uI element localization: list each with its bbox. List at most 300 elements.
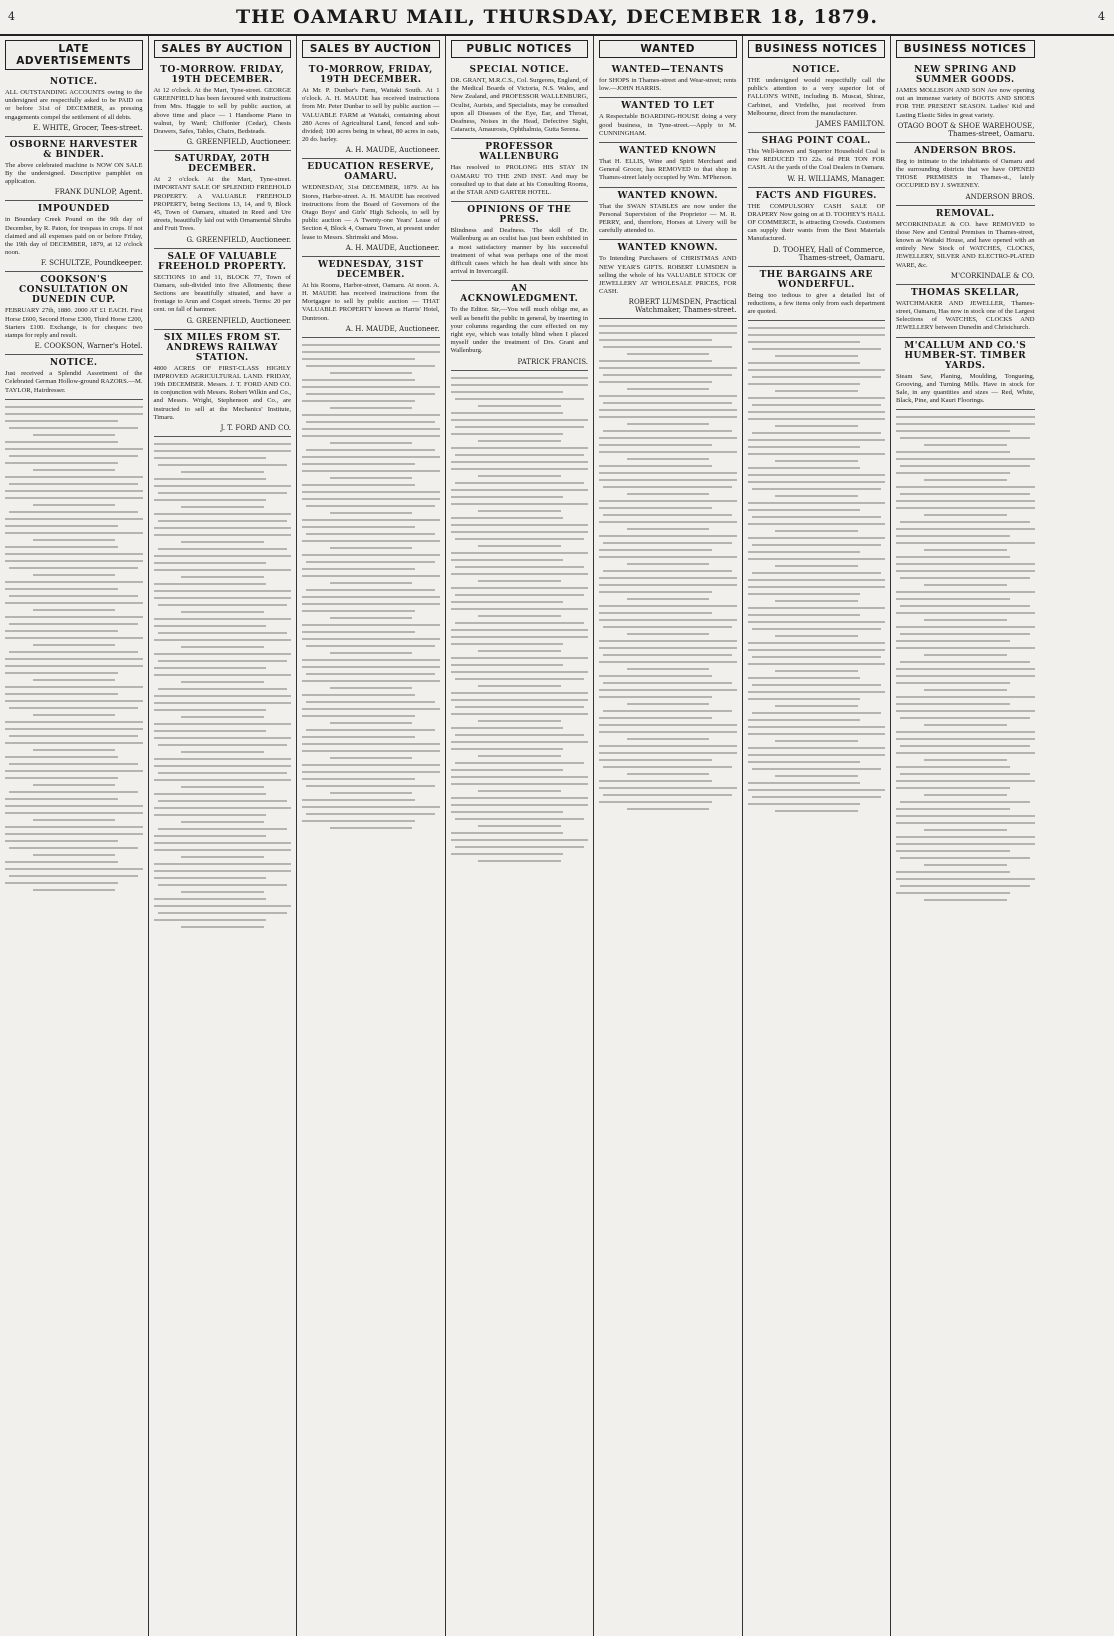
- print-line: [748, 369, 886, 371]
- print-line: [154, 905, 292, 907]
- print-line: [599, 360, 712, 362]
- advertisement: [599, 62, 737, 98]
- ad-heading: OSBORNE HARVESTER & BINDER.: [9, 139, 138, 160]
- print-line: [330, 442, 413, 444]
- print-line: [455, 622, 584, 624]
- print-line: [599, 612, 712, 614]
- print-line: [5, 658, 143, 660]
- print-line: [181, 576, 264, 578]
- print-line: [302, 400, 415, 402]
- print-line: [900, 633, 1030, 635]
- newspaper-masthead: [0, 0, 1114, 36]
- print-line: [748, 558, 886, 560]
- ad-heading: WANTED KNOWN: [619, 146, 717, 157]
- print-line: [5, 420, 118, 422]
- print-line: [33, 679, 116, 681]
- print-line: [748, 341, 861, 343]
- ad-signature: A. H. MAUDE, Auctioneer.: [345, 146, 440, 155]
- print-line: [302, 554, 440, 556]
- print-line: [33, 539, 116, 541]
- print-line: [599, 647, 737, 649]
- print-line: [748, 719, 861, 721]
- print-line: [302, 540, 440, 542]
- print-line: [451, 657, 589, 659]
- print-line: [924, 759, 1007, 761]
- ad-signature: W. H. WILLIAMS, Manager.: [787, 174, 885, 183]
- print-line: [478, 405, 561, 407]
- print-line: [154, 597, 292, 599]
- print-line: [775, 460, 858, 462]
- ad-body: JAMES MOLLISON AND SON Are now opening out an immense variety of BOOTS AND SHOES FOR THE PRESENT SEASON. Ladies' Kid and Lasting Elastic Sides in great variety.: [896, 87, 1035, 119]
- print-line: [154, 485, 292, 487]
- print-line: [181, 611, 264, 613]
- print-line: [451, 377, 589, 379]
- print-line: [181, 471, 264, 473]
- ad-heading: REMOVAL.: [935, 208, 995, 219]
- print-line: [924, 654, 1007, 656]
- print-line: [5, 560, 143, 562]
- print-line: [302, 484, 415, 486]
- print-line: [154, 653, 292, 655]
- print-line: [5, 798, 118, 800]
- print-line: [154, 513, 292, 515]
- print-line: [33, 609, 116, 611]
- print-line: [5, 462, 118, 464]
- print-line: [599, 451, 737, 453]
- print-line: [752, 684, 881, 686]
- print-line: [455, 426, 584, 428]
- print-line: [306, 729, 435, 731]
- print-line: [154, 793, 267, 795]
- print-line: [775, 705, 858, 707]
- print-line: [627, 423, 710, 425]
- print-line: [302, 379, 415, 381]
- print-line: [302, 694, 415, 696]
- print-line: [302, 806, 440, 808]
- print-line: [451, 643, 564, 645]
- print-line: [154, 625, 267, 627]
- page-number-right: 4: [1098, 10, 1106, 23]
- print-line: [451, 419, 589, 421]
- print-line: [33, 749, 116, 751]
- print-line: [306, 701, 435, 703]
- ad-signature: M'CORKINDALE & CO.: [950, 271, 1035, 280]
- print-line: [896, 486, 1035, 488]
- small-print-texture: [302, 344, 440, 829]
- print-line: [599, 472, 737, 474]
- print-line: [451, 727, 564, 729]
- print-line: [158, 548, 287, 550]
- ad-body: Blindness and Deafness. The skill of Dr. Wallenburg as an oculist has just been exhibited in a most satisfactory manner by his successful treatment of what was perhaps one of the most difficult cases which he has dealt with since his arrival in Invercargill.: [450, 227, 588, 276]
- print-line: [154, 807, 292, 809]
- print-line: [752, 376, 881, 378]
- advertisement: [154, 151, 292, 248]
- print-line: [603, 430, 732, 432]
- print-line: [748, 607, 886, 609]
- print-line: [5, 637, 143, 639]
- print-line: [896, 738, 1035, 740]
- print-line: [5, 861, 118, 863]
- print-line: [896, 808, 1010, 810]
- ad-heading: NOTICE.: [49, 358, 98, 369]
- ad-signature: G. GREENFIELD, Auctioneer.: [186, 138, 291, 147]
- print-line: [752, 768, 881, 770]
- print-line: [924, 794, 1007, 796]
- advertisement: [748, 62, 886, 133]
- advertisement: [896, 143, 1035, 206]
- print-line: [158, 492, 287, 494]
- section-header: LATE ADVERTISEMENTS: [5, 40, 143, 70]
- ad-heading: OPINIONS OF THE PRESS.: [467, 205, 572, 226]
- print-line: [896, 878, 1035, 880]
- print-line: [302, 575, 440, 577]
- print-line: [603, 766, 732, 768]
- print-line: [603, 542, 732, 544]
- print-line: [627, 493, 710, 495]
- print-line: [627, 703, 710, 705]
- advertisement: [599, 240, 737, 319]
- advertisement: [451, 139, 589, 202]
- print-line: [9, 455, 138, 457]
- print-line: [900, 465, 1030, 467]
- print-line: [748, 754, 886, 756]
- print-line: [752, 544, 881, 546]
- print-line: [451, 811, 564, 813]
- print-line: [330, 617, 413, 619]
- print-line: [748, 698, 861, 700]
- print-line: [9, 651, 138, 653]
- print-line: [599, 731, 737, 733]
- print-line: [5, 728, 143, 730]
- print-line: [5, 686, 143, 688]
- ad-heading: NOTICE.: [792, 65, 841, 75]
- ad-signature: JAMES FAMILTON.: [816, 120, 885, 129]
- section-header: PUBLIC NOTICES: [451, 40, 589, 58]
- print-line: [896, 500, 1035, 502]
- print-line: [924, 479, 1007, 481]
- print-line: [5, 665, 143, 667]
- print-line: [752, 348, 881, 350]
- ad-heading: NOTICE.: [49, 77, 98, 87]
- print-line: [302, 428, 440, 430]
- print-line: [9, 595, 138, 597]
- print-line: [599, 549, 712, 551]
- print-line: [330, 547, 413, 549]
- advertisement: [302, 257, 440, 338]
- ad-heading: WANTED KNOWN.: [617, 190, 719, 201]
- print-line: [896, 780, 1035, 782]
- print-line: [451, 503, 589, 505]
- print-line: [302, 631, 415, 633]
- print-line: [451, 412, 564, 414]
- print-line: [896, 668, 1035, 670]
- ad-heading: TO-MORROW, FRIDAY, 19TH DECEMBER.: [308, 65, 433, 85]
- print-line: [896, 850, 1010, 852]
- print-line: [896, 507, 1035, 509]
- print-line: [603, 682, 732, 684]
- print-line: [451, 608, 589, 610]
- advertisement: [451, 62, 589, 139]
- print-line: [5, 700, 143, 702]
- print-line: [5, 756, 118, 758]
- print-line: [896, 591, 1035, 593]
- small-print-texture: [451, 377, 589, 862]
- print-line: [896, 598, 1010, 600]
- print-line: [302, 351, 440, 353]
- advertisement: [748, 267, 886, 322]
- print-line: [748, 789, 886, 791]
- print-line: [302, 771, 440, 773]
- print-line: [5, 742, 143, 744]
- print-line: [5, 882, 118, 884]
- print-line: [451, 559, 564, 561]
- print-line: [748, 593, 861, 595]
- print-line: [627, 458, 710, 460]
- print-line: [924, 584, 1007, 586]
- print-line: [748, 327, 886, 329]
- print-line: [154, 478, 267, 480]
- print-line: [5, 630, 118, 632]
- print-line: [627, 563, 710, 565]
- print-line: [154, 702, 292, 704]
- ad-heading: ANDERSON BROS.: [914, 145, 1017, 156]
- print-line: [748, 446, 861, 448]
- print-line: [181, 891, 264, 893]
- print-line: [154, 709, 267, 711]
- print-line: [154, 527, 292, 529]
- print-line: [33, 854, 116, 856]
- section-header: SALES BY AUCTION: [302, 40, 440, 58]
- ad-heading: WANTED TO LET: [621, 101, 715, 112]
- print-line: [158, 884, 287, 886]
- small-print-texture: [5, 406, 143, 891]
- advertisement: [5, 272, 143, 355]
- print-line: [330, 477, 413, 479]
- ad-heading: WEDNESDAY, 31ST DECEMBER.: [318, 259, 424, 280]
- print-line: [302, 624, 440, 626]
- small-print-texture: [748, 327, 886, 812]
- ad-heading: SALE OF VALUABLE FREEHOLD PROPERTY.: [158, 251, 287, 272]
- print-line: [900, 521, 1030, 523]
- print-line: [302, 736, 415, 738]
- print-line: [775, 495, 858, 497]
- print-line: [5, 448, 143, 450]
- print-line: [451, 839, 589, 841]
- advertisement: [748, 188, 886, 267]
- print-line: [599, 500, 737, 502]
- print-line: [752, 516, 881, 518]
- print-line: [900, 773, 1030, 775]
- print-line: [306, 673, 435, 675]
- print-line: [748, 509, 861, 511]
- print-line: [302, 799, 415, 801]
- print-line: [896, 416, 1035, 418]
- print-line: [900, 745, 1030, 747]
- ad-signature: E. WHITE, Grocer, Tees-street.: [32, 123, 143, 132]
- ad-heading: EDUCATION RESERVE, OAMARU.: [307, 162, 435, 183]
- print-line: [896, 766, 1010, 768]
- ad-heading: THOMAS SKELLAR,: [910, 287, 1020, 298]
- print-line: [33, 784, 116, 786]
- print-line: [599, 675, 712, 677]
- print-line: [451, 601, 564, 603]
- print-line: [627, 808, 710, 810]
- print-line: [181, 786, 264, 788]
- print-line: [603, 794, 732, 796]
- print-line: [896, 542, 1035, 544]
- print-line: [478, 825, 561, 827]
- column-5: [594, 36, 743, 1636]
- print-line: [5, 581, 143, 583]
- print-line: [154, 835, 267, 837]
- ad-signature: G. GREENFIELD, Auctioneer.: [186, 316, 291, 325]
- print-line: [775, 670, 858, 672]
- print-line: [330, 687, 413, 689]
- print-line: [599, 577, 737, 579]
- advertisement: [896, 206, 1035, 285]
- print-line: [896, 430, 1010, 432]
- ad-body: To Intending Purchasers of CHRISTMAS AND NEW YEAR'S GIFTS. ROBERT LUMSDEN is selling the whole of his VALUABLE STOCK OF JEWELLERY AT WHOLESALE PRICES, FOR CASH.: [599, 255, 737, 296]
- print-line: [154, 758, 292, 760]
- print-line: [748, 614, 861, 616]
- section-header: WANTED: [599, 40, 737, 58]
- print-line: [748, 677, 861, 679]
- advertisement: [5, 74, 143, 137]
- print-line: [924, 864, 1007, 866]
- print-line: [154, 569, 292, 571]
- print-line: [896, 570, 1035, 572]
- print-line: [748, 453, 886, 455]
- print-line: [154, 555, 292, 557]
- print-line: [451, 496, 564, 498]
- print-line: [181, 646, 264, 648]
- print-line: [748, 803, 861, 805]
- print-line: [154, 877, 267, 879]
- print-line: [181, 541, 264, 543]
- print-line: [451, 776, 589, 778]
- print-line: [627, 738, 710, 740]
- print-line: [330, 827, 413, 829]
- print-line: [181, 716, 264, 718]
- print-line: [451, 629, 589, 631]
- advertisement: [599, 188, 737, 241]
- print-line: [158, 520, 287, 522]
- advertisement: [748, 133, 886, 188]
- print-line: [896, 556, 1010, 558]
- print-line: [306, 449, 435, 451]
- ad-body: WEDNESDAY, 31st DECEMBER, 1879. At his Stores, Harbor-street. A. H. MAUDE has received instructions from the Board of Governors of the Otago Boys' and Girls' High Schools, to sell by public auction — A Twenty-one Years' Lease of Section 4, Block 4, Oamaru Town, at present under lease to Messrs. Shrimski and Moss.: [302, 184, 440, 241]
- print-line: [603, 402, 732, 404]
- print-line: [599, 689, 737, 691]
- print-line: [455, 762, 584, 764]
- print-line: [9, 567, 138, 569]
- print-line: [330, 757, 413, 759]
- print-line: [154, 457, 267, 459]
- ad-signature: ROBERT LUMSDEN, Practical Watchmaker, Thames-street.: [628, 298, 737, 315]
- column-3: [297, 36, 446, 1636]
- print-line: [158, 828, 287, 830]
- print-line: [451, 664, 564, 666]
- print-line: [33, 819, 116, 821]
- ad-signature: FRANK DUNLOP, Agent.: [54, 188, 143, 197]
- print-line: [627, 633, 710, 635]
- print-line: [330, 372, 413, 374]
- print-line: [896, 710, 1035, 712]
- advertisement: [451, 281, 589, 370]
- print-line: [158, 688, 287, 690]
- print-line: [775, 775, 858, 777]
- print-line: [9, 427, 138, 429]
- print-line: [451, 461, 589, 463]
- print-line: [5, 826, 143, 828]
- ad-body: At 12 o'clock. At the Mart, Tyne-street. GEORGE GREENFIELD has been favoured with instructions from Mrs. Haggie to sell by public auction, at above time and place — 1 Handsome Piano in walnut, by Ward; Chiffonier (Cedar), Chests Drawers, Safes, Tables, Chairs, Bedsteads.: [153, 87, 291, 136]
- print-line: [330, 722, 413, 724]
- print-line: [748, 474, 886, 476]
- print-line: [748, 383, 861, 385]
- print-line: [154, 814, 267, 816]
- print-line: [900, 493, 1030, 495]
- print-line: [181, 821, 264, 823]
- print-line: [5, 602, 143, 604]
- print-line: [5, 588, 118, 590]
- ad-body: DR. GRANT, M.R.C.S., Col. Surgeons, England, of the Medical Boards of Victoria, N.S. Wales, and New Zealand, and PROFESSOR WALLENBURG, Oculist, Aurists, and Specialists, may be consulted upon all Diseases of the Eye, Ear, and Throat, Deafness, Noises in the Head, Defective Sight, Cataracts, Amaurosis, Ophthalmia, Gutta Serena.: [450, 77, 588, 134]
- print-line: [599, 325, 737, 327]
- print-line: [5, 812, 143, 814]
- advertisement: [451, 202, 589, 281]
- print-line: [896, 815, 1035, 817]
- print-line: [599, 437, 737, 439]
- print-line: [748, 334, 886, 336]
- print-line: [5, 805, 143, 807]
- print-line: [451, 692, 589, 694]
- print-line: [748, 523, 886, 525]
- print-line: [896, 423, 1035, 425]
- advertisement: [5, 201, 143, 272]
- print-line: [33, 504, 116, 506]
- print-line: [306, 785, 435, 787]
- print-line: [5, 490, 143, 492]
- ad-signature: ANDERSON BROS.: [965, 192, 1035, 201]
- print-line: [158, 632, 287, 634]
- print-line: [5, 840, 118, 842]
- print-line: [330, 407, 413, 409]
- print-line: [451, 517, 564, 519]
- print-line: [451, 447, 589, 449]
- print-line: [599, 381, 712, 383]
- column-6: [743, 36, 892, 1636]
- advertisement: [154, 249, 292, 330]
- print-line: [896, 472, 1010, 474]
- ad-body: Steam Saw, Planing, Moulding, Tongueing, Grooving, and Turning Mills. Have in stock for Sale, in any quantities and sizes — Red, White, Black, Pine, and Kauri Floorings.: [896, 372, 1035, 405]
- print-line: [5, 441, 118, 443]
- print-line: [154, 534, 292, 536]
- print-line: [33, 714, 116, 716]
- ad-body: M'CORKINDALE & CO. have REMOVED to those New and Central Premises in Thames-street, known as Waitaki House, and have opened with an entirely New Stock of WATCHES, CLOCKS, JEWELLERY, SILVER AND ELECTRO-PLATED WARE, &c.: [896, 220, 1035, 269]
- print-line: [154, 730, 267, 732]
- print-line: [181, 751, 264, 753]
- print-line: [451, 468, 589, 470]
- ad-body: WATCHMAKER AND JEWELLER, Thames-street, Oamaru, Has now in stock one of the Largest Selections of WATCHES, CLOCKS AND JEWELLERY between Dunedin and Christchurch.: [896, 299, 1035, 332]
- ad-body: Just received a Splendid Assortment of the Celebrated German Hollow-ground RAZORS.—M. TAYLOR, Hairdresser.: [5, 370, 143, 394]
- print-line: [924, 899, 1007, 901]
- print-line: [154, 919, 267, 921]
- ad-body: At his Rooms, Harbor-street, Oamaru. At noon. A. H. MAUDE has received instructions from the Mortgagee to sell by public auction — THAT VALUABLE PROPERTY known as Harris' Hotel, Duntroon.: [302, 281, 440, 322]
- ad-body: for SHOPS in Thames-street and Wear-street; rents low.—JOHN HARRIS.: [599, 77, 737, 93]
- print-line: [154, 695, 292, 697]
- print-line: [451, 391, 564, 393]
- print-line: [302, 463, 415, 465]
- print-line: [748, 502, 886, 504]
